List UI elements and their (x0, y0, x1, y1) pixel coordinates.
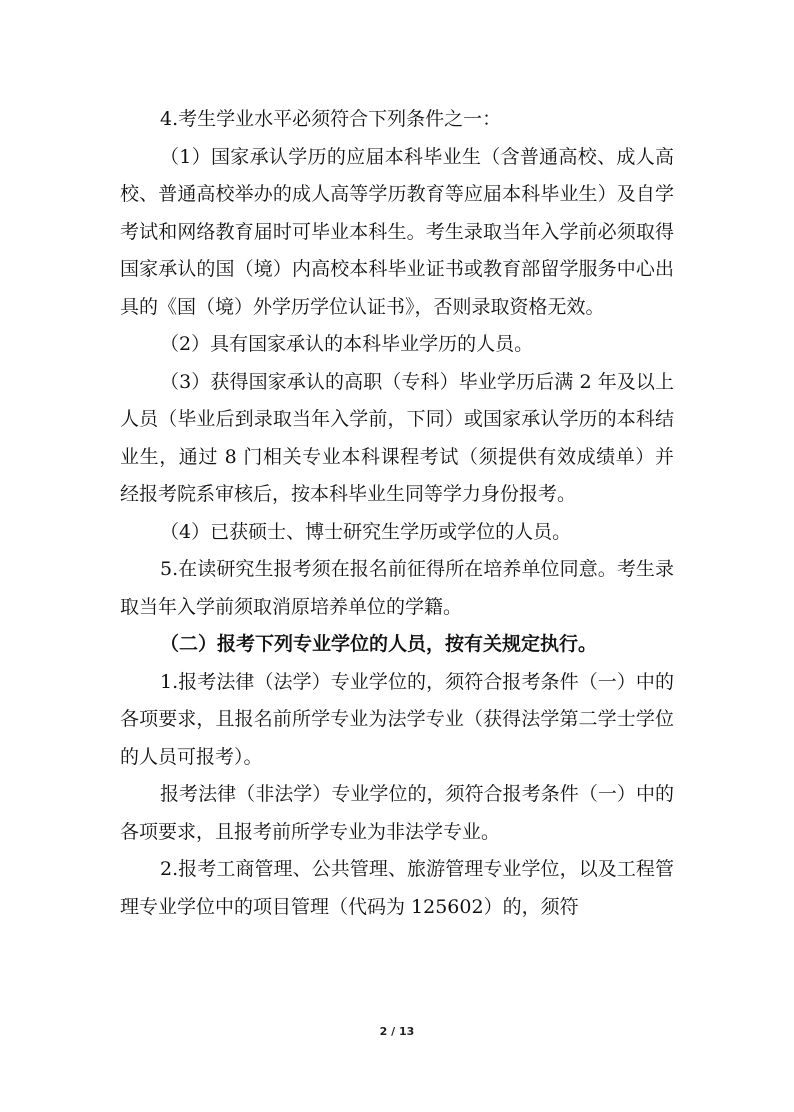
paragraph-law-degree: 1.报考法律（法学）专业学位的，须符合报考条件（一）中的各项要求，且报名前所学专业为法学专业（获得法学第二学士学位的人员可报考）。 (120, 670, 674, 768)
paragraph-condition-1: （1）国家承认学历的应届本科毕业生（含普通高校、成人高校、普通高校举办的成人高等学历教育等应届本科毕业生）及自学考试和网络教育届时可毕业本科生。考生录取当年入学前必须取得国家承认的国（境）内高校本科毕业证书或教育部留学服务中心出具的《国（境）外学历学位认证书》，否则录取资格无效。 (120, 145, 674, 318)
paragraph-law-non-law-degree: 报考法律（非法学）专业学位的，须符合报考条件（一）中的各项要求，且报考前所学专业为非法学专业。 (120, 783, 674, 843)
paragraph-management-degrees: 2.报考工商管理、公共管理、旅游管理专业学位，以及工程管理专业学位中的项目管理（代码为 125602）的，须符 (120, 858, 674, 918)
page-number: 2 / 13 (379, 1025, 415, 1038)
paragraph-current-students: 5.在读研究生报考须在报名前征得所在培养单位同意。考生录取当年入学前须取消原培养单位的学籍。 (120, 558, 674, 618)
section-heading-professional-degrees: （二）报考下列专业学位的人员，按有关规定执行。 (160, 633, 598, 655)
document-body (120, 101, 674, 926)
paragraph-condition-2: （2）具有国家承认的本科毕业学历的人员。 (160, 333, 534, 355)
paragraph-academic-requirements: 4.考生学业水平必须符合下列条件之一： (160, 108, 502, 130)
paragraph-condition-4: （4）已获硕士、博士研究生学历或学位的人员。 (160, 520, 572, 543)
paragraph-condition-3: （3）获得国家承认的高职（专科）毕业学历后满 2 年及以上人员（毕业后到录取当年入学前，下同）或国家承认学历的本科结业生，通过 8 门相关专业本科课程考试（须提供有效成绩单）并经报考院系审核后，按本科毕业生同等学力身份报考。 (120, 370, 674, 505)
